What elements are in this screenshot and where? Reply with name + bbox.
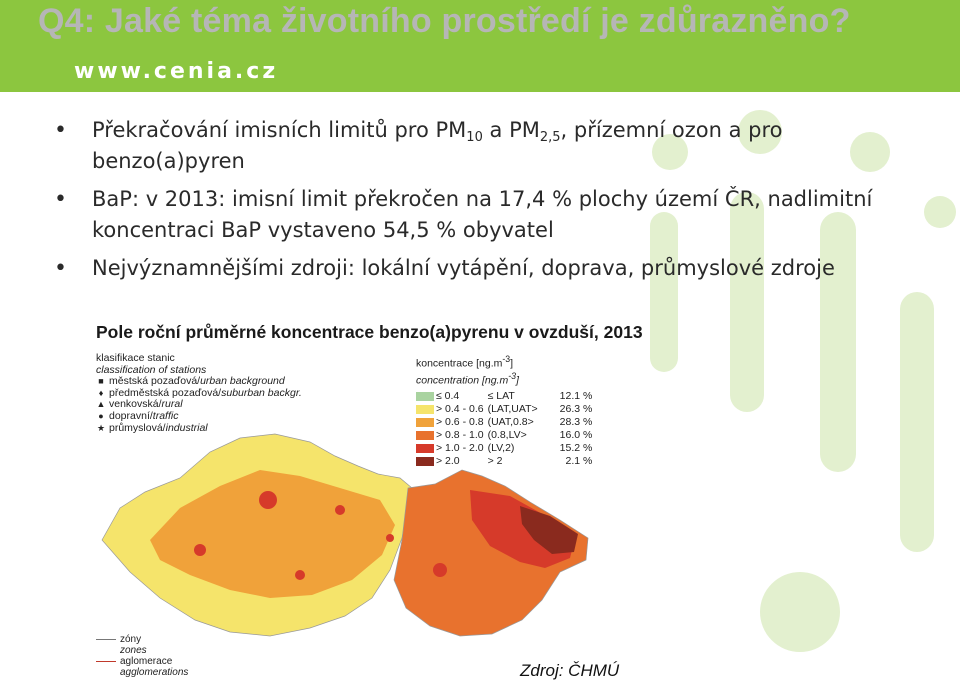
class-percent: 12.1 % [559, 390, 593, 402]
station-legend [96, 353, 302, 434]
class-range: > 1.0 - 2.0 [436, 442, 484, 454]
zone-line-swatch [96, 639, 116, 640]
bullet-sources: • Nejvýznamnějšími zdroji: lokální vytápění, doprava, průmyslové zdroje [54, 253, 924, 284]
class-percent: 15.2 % [559, 442, 593, 454]
class-label: (LV,2) [487, 442, 515, 454]
class-percent: 28.3 % [559, 416, 593, 428]
star-icon: ★ [96, 422, 106, 433]
concentration-class-row [416, 403, 596, 416]
bullet-bap-limit: • BaP: v 2013: imisní limit překročen na 17,4 % plochy území ČR, nadlimitní koncentraci BaP vystaveno 54,5 % obyvatel [54, 184, 924, 246]
station-legend-title: klasifikace stanic [96, 352, 175, 364]
triangle-icon: ▲ [96, 399, 106, 410]
class-range: > 0.4 - 0.6 [436, 403, 484, 415]
slide-title: Q4: Jaké téma životního prostředí je zdůrazněno? [38, 2, 851, 40]
concentration-legend-subtitle: concentration $[ng.m^{-3}]$ [416, 370, 519, 386]
site-url[interactable]: www.cenia.cz [74, 59, 279, 84]
class-label: > 2 [487, 455, 503, 467]
class-range: > 0.8 - 1.0 [436, 429, 484, 441]
station-item-traffic: ● dopravní/ traffic [96, 411, 302, 423]
class-percent: 16.0 % [559, 429, 593, 441]
station-item-urban: ■ městská pozaďová/ urban background [96, 376, 302, 388]
line-legend-zones: zóny [96, 634, 188, 645]
class-percent: 2.1 % [565, 455, 593, 467]
czech-map [90, 430, 610, 640]
bullet-list [54, 115, 924, 291]
station-legend-subtitle: classification of stations [96, 363, 207, 376]
line-legend [96, 634, 188, 678]
class-range: > 0.6 - 0.8 [436, 416, 484, 428]
class-label: (UAT,0.8> [487, 416, 534, 428]
map-title: Pole roční průměrné koncentrace benzo(a)pyrenu v ovzduší, 2013 [96, 322, 643, 342]
class-label: (LAT,UAT> [487, 403, 538, 415]
slide-header [0, 0, 960, 92]
agglomeration-line-swatch [96, 661, 116, 662]
color-swatch [416, 392, 434, 401]
station-item-suburban: ♦ předměstská pozaďová/ suburban backgr. [96, 388, 302, 400]
circle-icon: ● [98, 410, 104, 421]
station-item-rural: ▲ venkovská/ rural [96, 398, 183, 411]
class-percent: 26.3 % [559, 403, 593, 415]
color-swatch [416, 405, 434, 414]
class-range: ≤ 0.4 [436, 390, 460, 402]
class-label: ≤ LAT [487, 390, 515, 402]
station-item-industrial: ★ průmyslová/ industrial [96, 421, 208, 434]
square-icon: ■ [98, 376, 104, 387]
concentration-class-row [416, 390, 596, 403]
bullet-pm-limits: • Překračování imisních limitů pro $PM_{10}$ a $PM_{2,5}$, přízemní ozon a pro benzo(a)pyren [54, 115, 924, 177]
color-swatch [416, 418, 434, 427]
line-legend-agglomerations: aglomerace [96, 656, 188, 667]
line-legend-agglomerations-en: agglomerations [120, 667, 189, 678]
source-note: Zdroj: ČHMÚ [520, 661, 620, 680]
concentration-legend-title: koncentrace $[ng.m^{-3}]$ [416, 354, 514, 370]
diamond-icon: ♦ [98, 387, 104, 398]
class-range: > 2.0 [436, 455, 460, 467]
class-label: (0.8,LV> [487, 429, 527, 441]
line-legend-zones-en: zones [120, 645, 147, 656]
concentration-class-row [416, 416, 596, 429]
